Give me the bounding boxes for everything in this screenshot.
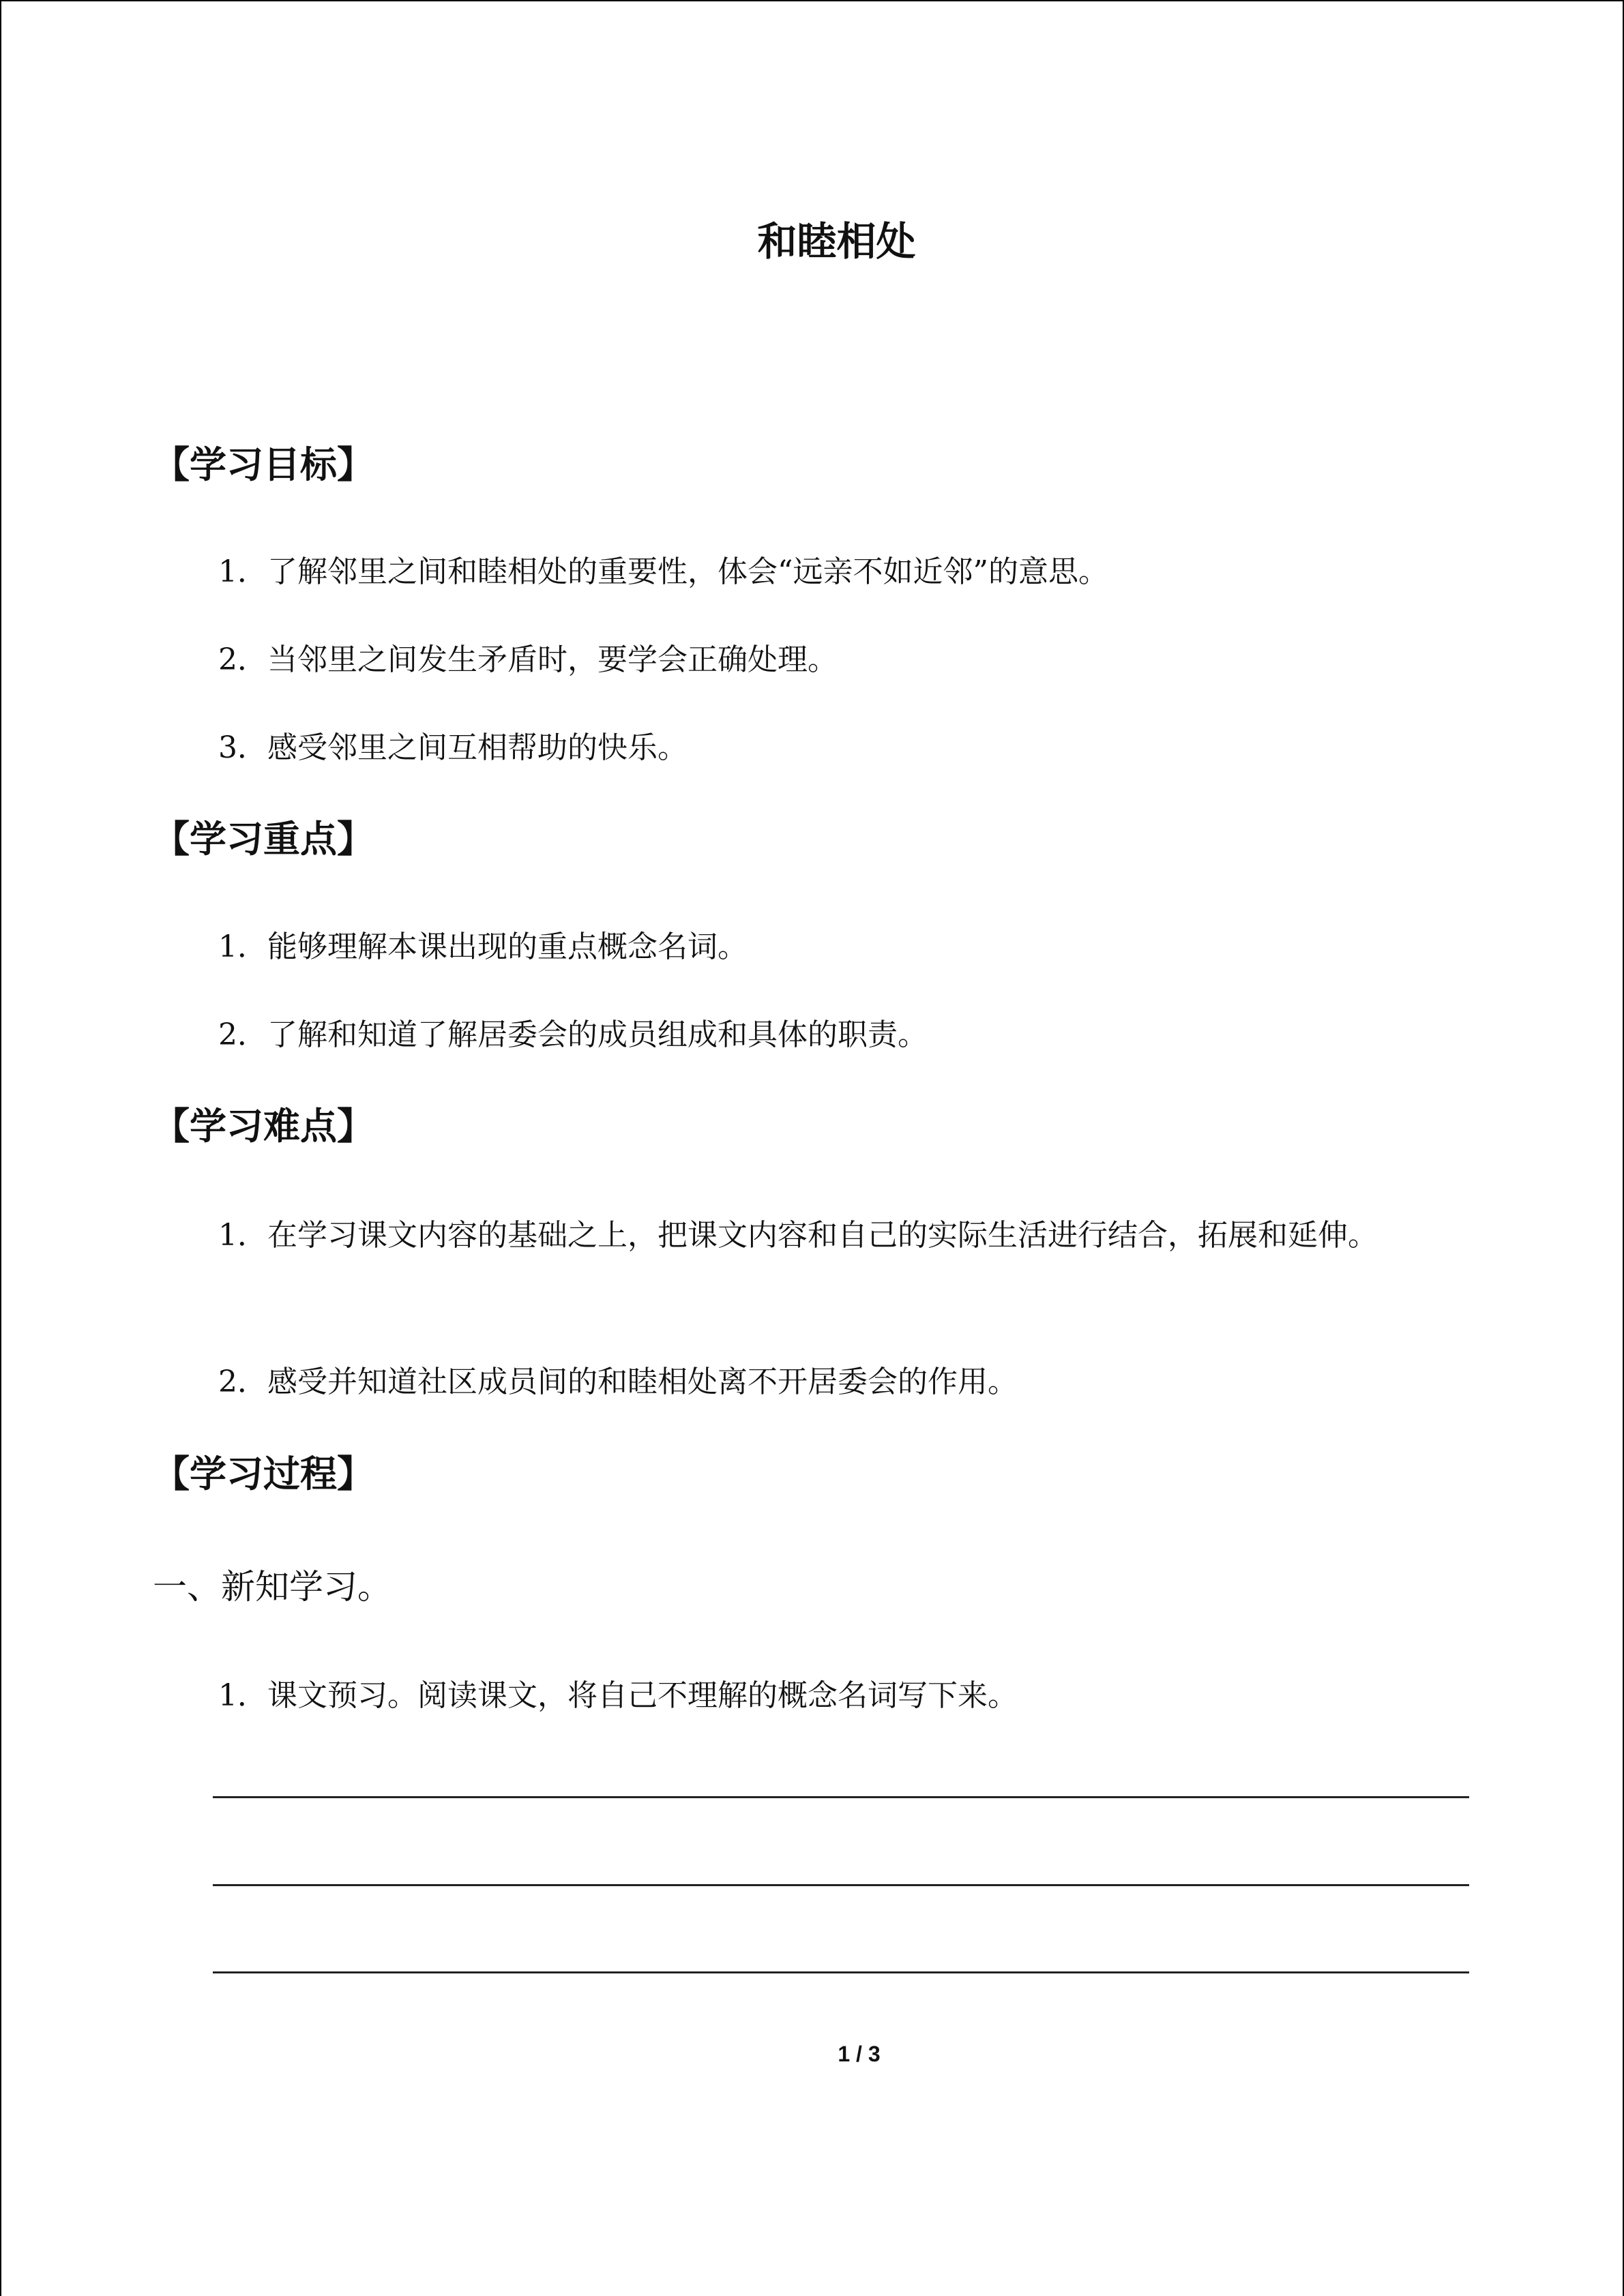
subsection-new-knowledge: 一、新知学习。	[153, 1567, 392, 1607]
section-heading-key-points: 【学习重点】	[153, 818, 374, 861]
section-heading-process: 【学习过程】	[153, 1452, 374, 1495]
page-number: 1 / 3	[838, 2042, 881, 2066]
difficulty-item-1: 1．在学习课文内容的基础之上，把课文内容和自己的实际生活进行结合，拓展和延伸。	[218, 1218, 1378, 1253]
objective-item-1: 1．了解邻里之间和睦相处的重要性，体会“远亲不如近邻”的意思。	[218, 554, 1108, 589]
answer-line-1[interactable]	[213, 1796, 1469, 1798]
section-heading-difficulties: 【学习难点】	[153, 1105, 374, 1148]
section-heading-objectives: 【学习目标】	[153, 443, 374, 486]
objective-item-2: 2．当邻里之间发生矛盾时，要学会正确处理。	[218, 642, 838, 677]
document-title: 和睦相处	[757, 218, 916, 265]
difficulty-item-2: 2．感受并知道社区成员间的和睦相处离不开居委会的作用。	[218, 1365, 1018, 1399]
key-point-item-1: 1．能够理解本课出现的重点概念名词。	[218, 929, 748, 964]
process-item-1: 1．课文预习。阅读课文，将自己不理解的概念名词写下来。	[218, 1678, 1018, 1713]
key-point-item-2: 2．了解和知道了解居委会的成员组成和具体的职责。	[218, 1017, 928, 1052]
answer-line-2[interactable]	[213, 1884, 1469, 1886]
objective-item-3: 3．感受邻里之间互相帮助的快乐。	[218, 730, 688, 765]
answer-line-3[interactable]	[213, 1971, 1469, 1973]
